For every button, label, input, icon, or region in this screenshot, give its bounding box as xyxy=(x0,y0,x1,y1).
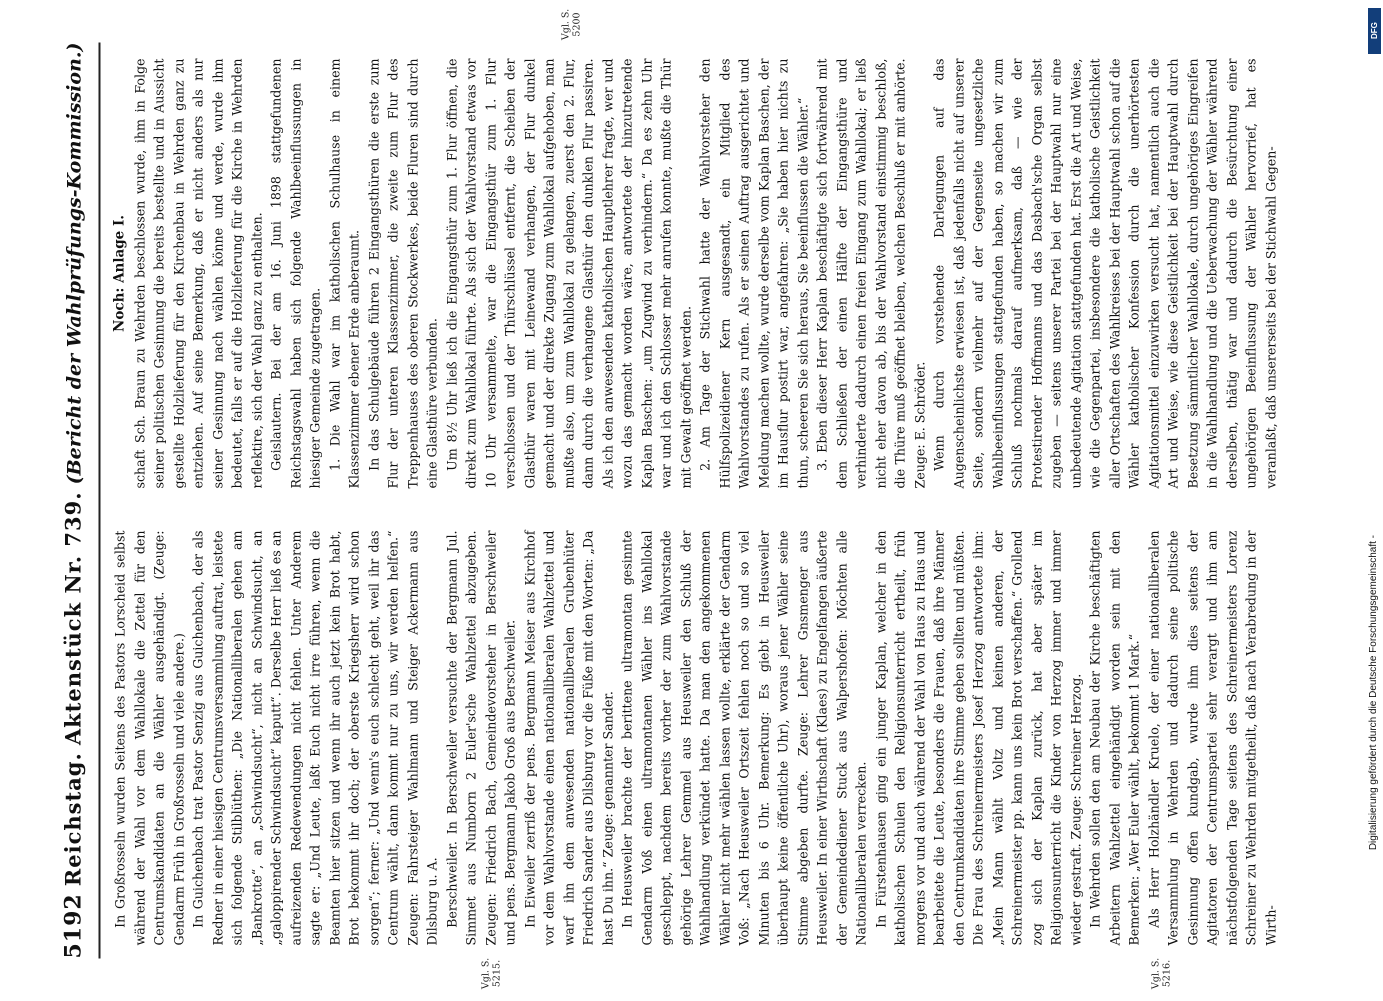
paragraph: In Eiweiler zerriß der pens. Bergmann Meiser aus Kirchhof vor dem Wahlvorstande einen nationalliberalen Wahlzettel und warf ihn dem anwesenden nationalliberalen Grubenhüter Friedrich Sander aus Dilsburg vor die Füße mit den Worten: „Da hast Du ihn.“ Zeuge: genannter Sander. xyxy=(521,530,615,946)
paragraph: In Guichenbach trat Pastor Senzig aus Guichenbach, der als Redner in einer hiesigen Centrumsversammlung auftrat, leistete sich folgende Stilblüthen: „Die Nationalliberalen gehen am „Bankrotte“, an „Schwindsucht“, nicht an Schwindsucht, an „galoppirender Schwindsucht“ kaputt“. Derselbe Herr ließ es an aufreizenden Redewendungen nicht fehlen. Unter Anderem sagte er: „Und Leute, laßt Euch nicht irre führen, wenn die Beamten hier sitzen und wenn ihr auch jetzt kein Brot habt, Brot bekommt ihr doch; der oberste Kriegsherr wird schon sorgen“; ferner: „Und wenn's euch schlecht geht, weil ihr das Centrum wählt, dann kommt nur zu uns, wir werden helfen.“ Zeugen: Fahrsteiger Wahlmann und Steiger Ackermann aus Dilsburg u. A. xyxy=(190,530,439,946)
left-column xyxy=(110,531,1343,946)
paragraph: In Fürstenhausen ging ein junger Kaplan, welcher in den katholischen Schulen den Religionsunterricht ertheilt, früh morgens vor und auch während der Wahl von Haus zu Haus und bearbeitete die Leute, besonders die Frauen, daß ihre Männer den Centrumkandidaten ihre Stimme geben sollten und müßten. Die Frau des Schreinermeisters Josef Herzog antwortete ihm: „Mein Mann wählt Voltz und keinen anderen, der Schreinermeister pp. kann uns kein Brot verschaffen.“ Grollend zog sich der Kaplan zurück, hat aber später im Religionsunterricht die Kinder von Herzog immer und immer wieder gestraft. Zeuge: Schreiner Herzog. xyxy=(872,530,1083,946)
header-rule xyxy=(98,43,100,959)
paragraph: In das Schulgebäude führen 2 Eingangsthüren die erste zum Flur der unteren Klassenzimmer, die zweite zum Flur des Treppenhauses des oberen Stockwerkes, beide Fluren sind durch eine Glasthüre verbunden. xyxy=(365,58,439,489)
paragraph: Berschweiler. In Berschweiler versuchte der Bergmann Jul. Simmet aus Numborn 2 Euler'sche Wahlzettel abzugeben. Zeugen: Friedrich Bach, Gemeindevorsteher in Berschweiler und pens. Bergmann Jakob Groß aus Berschweiler. xyxy=(443,530,517,946)
page-number: 5192 xyxy=(60,893,86,959)
paragraph: In Großrosseln wurden Seitens des Pastors Lorscheid selbst während der Wahl vor dem Wahllokale die Zettel für den Centrumskandidaten an die Wähler ausgehändigt. (Zeuge: Gendarm Früh in Großrosseln und viele andere.) xyxy=(112,530,186,946)
document-page xyxy=(0,1,1383,1001)
paragraph: 3. Eben dieser Herr Kaplan beschäftigte sich fortwährend mit dem Schließen der einen Hälfte der Eingangsthüre und verhinderte dadurch einen freien Eingang zum Wahllokal; er ließ nicht eher davon ab, bis der Wahlvorstand einstimmig beschloß, die Thüre muß geöffnet bleiben, welchen Beschluß er mit anhörte. Zeuge: E. Schröder. xyxy=(814,58,927,489)
paragraph: In Wehrden sollen den am Neubau der Kirche beschäftigten Arbeitern Wahlzettel eingehändigt worden sein mit den Bemerken: „Wer Euler wählt, bekommt 1 Mark.“ xyxy=(1087,530,1141,946)
running-title-right: (Bericht der Wahlprüfungs-Kommission.) xyxy=(63,42,85,485)
paragraph: schaft Sch. Braun zu Wehrden beschlossen wurde, ihm in Folge seiner politischen Gesinnung die bereits bestellte und in Aussicht gestellte Holzlieferung für den Kirchenbau in Wehrden ganz zu entziehen. Auf seine Bemerkung, daß er nicht anders als nur seiner Gesinnung nach wählen könne und werde, wurde ihm bedeutet, falls er auf die Holzlieferung für die Kirche in Wehrden reflektire, sich der Wahl ganz zu enthalten. xyxy=(131,58,264,489)
paragraph: Geislautern. Bei der am 16. Juni 1898 stattgefundenen Reichstagswahl haben sich folgende Wahlbeeinflussungen in hiesiger Gemeinde zugetragen. xyxy=(268,58,322,489)
paragraph: Als Herr Holzhändler Kruelo, der einer nationalliberalen Versammlung in Wehrden und dadurch seine politische Gesinnung offen kundgab, wurde ihm dies seitens der Agitatoren der Centrumspartei sehr verargt und ihm am nächstfolgenden Tage seitens des Schreinermeisters Lorenz Schreiner zu Wehrden mitgetheilt, daß nach Verabredung in der Wirth- xyxy=(1145,530,1278,946)
digitization-credit: Digitalisierung gefördert durch die Deutsche Forschungsgemeinschaft - xyxy=(1368,534,1379,850)
document-label: Aktenstück Nr. 739. xyxy=(60,491,85,746)
paragraph: 2. Am Tage der Stichwahl hatte der Wahlvorsteher den Hülfspolizeidiener Kern ausgesandt, ein Mitglied des Wahlvorstandes zu rufen. Als er seinen Auftrag ausgerichtet und Meldung machen wollte, wurde derselbe vom Kaplan Baschen, der im Hausflur postirt war, angefahren: „Sie haben hier nichts zu thun, scheeren Sie sich heraus, Sie beeinflussen die Wähler.“ xyxy=(697,58,810,489)
paragraph: Um 8½ Uhr ließ ich die Eingangsthür zum 1. Flur öffnen, die direkt zum Wahllokal führte. Als sich der Wahlvorstand etwas vor 10 Uhr versammelte, war die Eingangsthür zum 1. Flur verschlossen und der Thürschlüssel entfernt, die Scheiben der Glasthür waren mit Leinewand verhangen, der Flur dunkel gemacht und der direkte Zugang zum Wahllokal aufgehoben, man mußte also, um zum Wahllokal zu gelangen, zuerst den 2. Flur, dann durch die verhangene Glasthür den dunklen Flur passiren. Als ich den anwesenden katholischen Hauptlehrer fragte, wer und wozu das gemacht worden wäre, antwortete der hinzutretende Kaplan Baschen: „um Zugwind zu verhindern.“ Da es zehn Uhr war und ich den Schlosser mehr anrufen konnte, mußte die Thür mit Gewalt geöffnet werden. xyxy=(443,58,693,489)
margin-reference: Vgl. S. 5200 xyxy=(560,8,582,41)
right-column xyxy=(110,59,1343,489)
paragraph: 1. Die Wahl war im katholischen Schulhause in einem Klassenzimmer ebener Erde anberaumt. xyxy=(326,58,361,489)
page-header xyxy=(60,43,92,959)
margin-reference: Vgl. S. 5216. xyxy=(1150,957,1172,990)
paragraph: Wenn durch vorstehende Darlegungen auf das Augenscheinlichste erwiesen ist, daß jedenfalls nicht auf unserer Seite, sondern vielmehr auf der Gegenseite ungesetzliche Wahlbeeinflussungen stattgefunden haben, so machen wir zum Schluß nochmals darauf aufmerksam, daß — wie der Protestirender Hoffmanns und das Dasbach'sche Organ selbst zugeben — seitens unserer Partei bei der Hauptwahl nur eine unbedeutende Agitation stattgefunden hat. Erst die Art und Weise, wie die Gegenpartei, insbesondere die katholische Geistlichkeit aller Ortschaften des Wahlkreises bei der Hauptwahl schon auf die Wähler katholischer Konfession durch die unerhörtesten Agitationsmittel einzuwirken versucht hat, namentlich auch die Art und Weise, wie diese Geistlichkeit bei der Hauptwahl durch Besetzung sämmtlicher Wahllokale, durch ungehöriges Eingreifen in die Wahlhandlung und die Ueberwachung der Wähler während derselben, thätig war und dadurch die Besürchtung einer ungehörigen Beeinflussung der Wähler hervorrief, hat es veranlaßt, daß unsererseits bei der Stichwahl Gegen- xyxy=(931,58,1278,489)
dfg-logo: DFG xyxy=(1368,8,1381,54)
margin-reference: Vgl. S. 5215. xyxy=(480,957,502,990)
paragraph: In Heusweiler brachte der berittene ultramontan gesinnte Gendarm Voß einen ultramontanen Wähler ins Wahllokal geschleppt, nachdem bereits vorher der zum Wahlvorstande gehörige Lehrer Gemmel aus Heusweiler den Schluß der Wahlhandlung verkündet hatte. Da man den angekommenen Wähler nicht mehr wählen lassen wollte, erklärte der Gendarm Voß: „Nach Heusweiler Ortszeit fehlen noch so und so viel Minuten bis 6 Uhr. Bemerkung: Es giebt in Heusweiler überhaupt keine öffentliche Uhr), woraus jener Wähler seine Stimme abgeben durfte. Zeuge: Lehrer Gnsmenger aus Heusweiler. In einer Wirthschaft (Klaes) zu Engelfangen äußerte der Gemeindediener Stuck aus Walpershofen: Möchten alle Nationalliberalen verrecken. xyxy=(619,530,868,946)
running-title-left: Reichstag. xyxy=(60,752,85,887)
anlage-heading: Noch: Anlage I. xyxy=(111,215,127,332)
